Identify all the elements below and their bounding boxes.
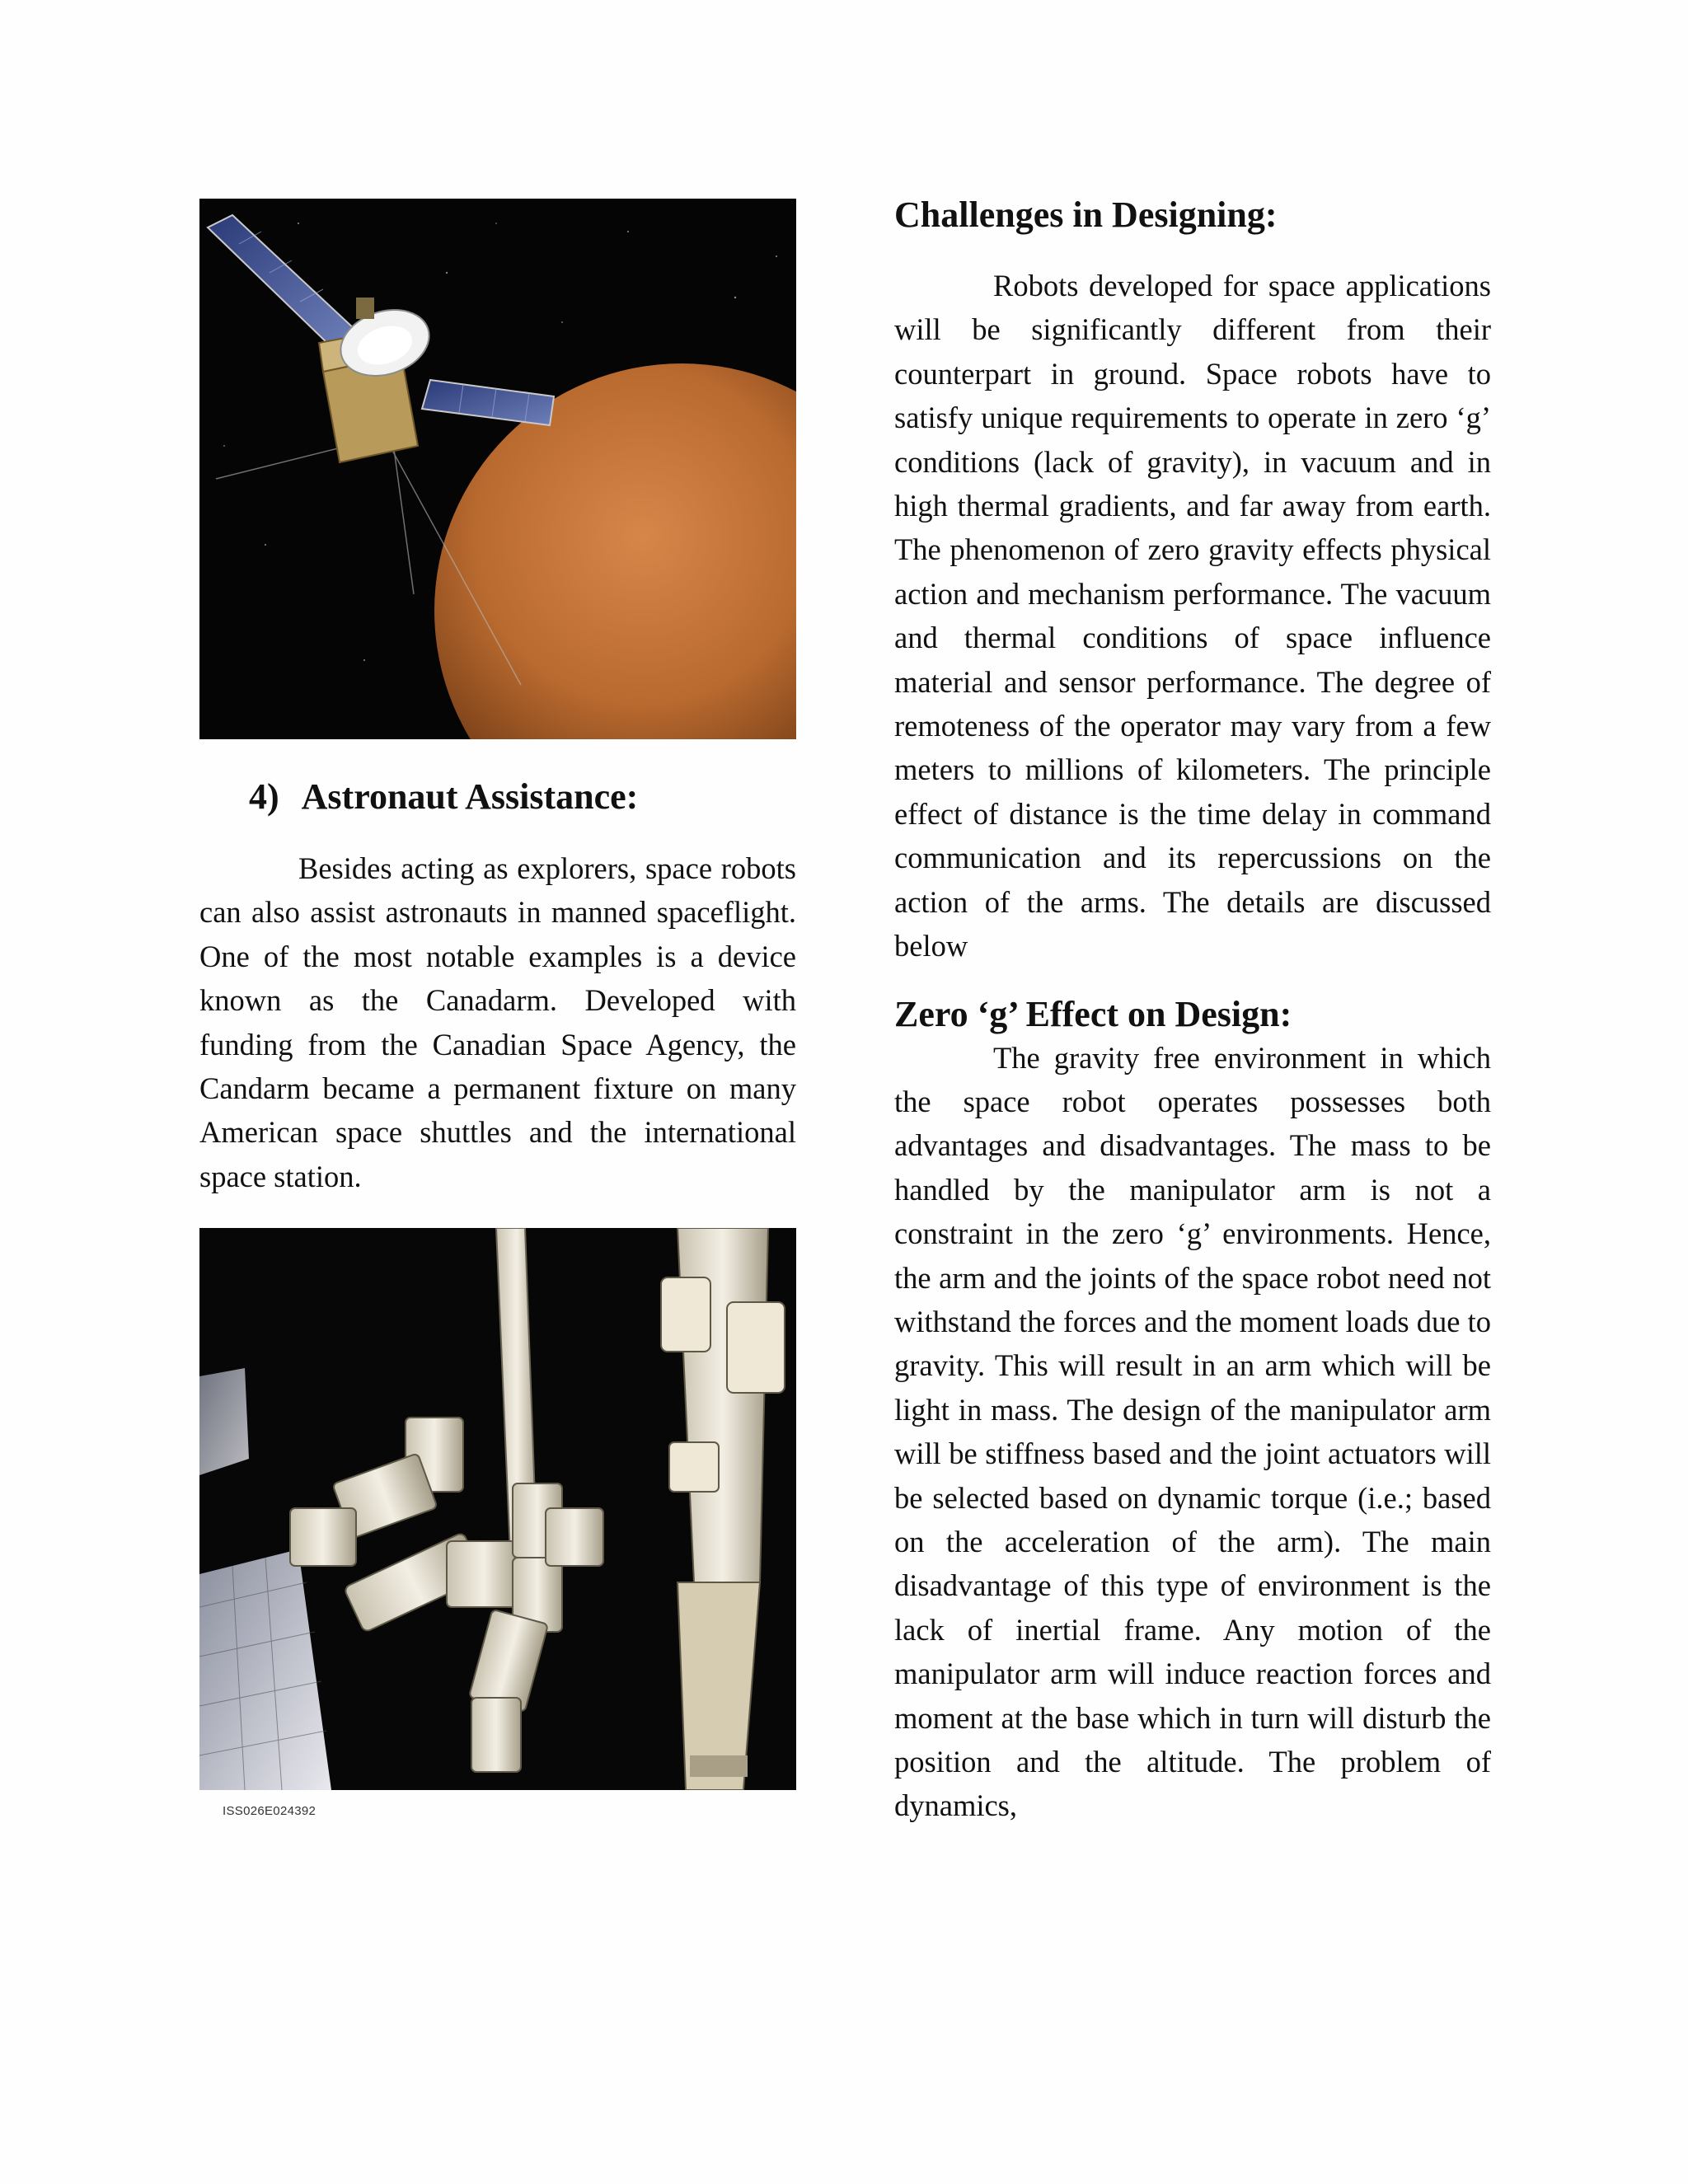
right-column: [894, 194, 1491, 1828]
section-heading-astronaut-assistance: [249, 776, 796, 818]
section-title: Astronaut Assistance:: [301, 776, 639, 817]
section-number: 4): [249, 776, 279, 817]
zero-g-heading: Zero ‘g’ Effect on Design:: [894, 993, 1292, 1034]
spacecraft-mars-image: [199, 199, 796, 739]
image-caption: ISS026E024392: [223, 1804, 316, 1819]
astronaut-assistance-paragraph: Besides acting as explorers, space robots can also assist astronauts in manned spaceflight. One of the most notable examples is a device known as the Canadarm. Developed with funding from the Canadian Space Agency, the Candarm became a permanent fixture on many American space shuttles and the international space station.: [199, 851, 796, 1193]
spacecraft-mars-illustration: [199, 199, 796, 739]
robotic-arm-station-image: [199, 1228, 796, 1819]
robotic-arm-illustration: [199, 1228, 796, 1790]
zero-g-paragraph: The gravity free environment in which the space robot operates possesses both advantages and disadvantages. The mass to be handled by the manipulator arm is not a constraint in the zero ‘g’ environments. Hence, the arm and the joints of the space robot need not withstand the forces and the moment loads due to gravity. This will result in an arm which will be light in mass. The design of the manipulator arm will be stiffness based and the joint actuators will be selected based on dynamic torque (i.e.; based on the acceleration of the arm). The main disadvantage of this type of environment is the lack of inertial frame. Any motion of the manipulator arm will induce reaction forces and moment at the base which in turn will disturb the position and the altitude. The problem of dynamics,: [894, 1040, 1491, 1823]
challenges-heading: Challenges in Designing:: [894, 194, 1278, 235]
challenges-paragraph: Robots developed for space applications will be significantly different from their counterpart in ground. Space robots have to satisfy unique requirements to operate in zero ‘g’ conditions (lack of gravity), in vacuum and in high thermal gradients, and far away from earth. The phenomenon of zero gravity effects physical action and mechanism performance. The vacuum and thermal conditions of space influence material and sensor performance. The degree of remoteness of the operator may vary from a few meters to millions of kilometers. The principle effect of distance is the time delay in command communication and its repercussions on the action of the arms. The details are discussed below: [894, 269, 1491, 963]
left-column: [199, 199, 796, 1819]
